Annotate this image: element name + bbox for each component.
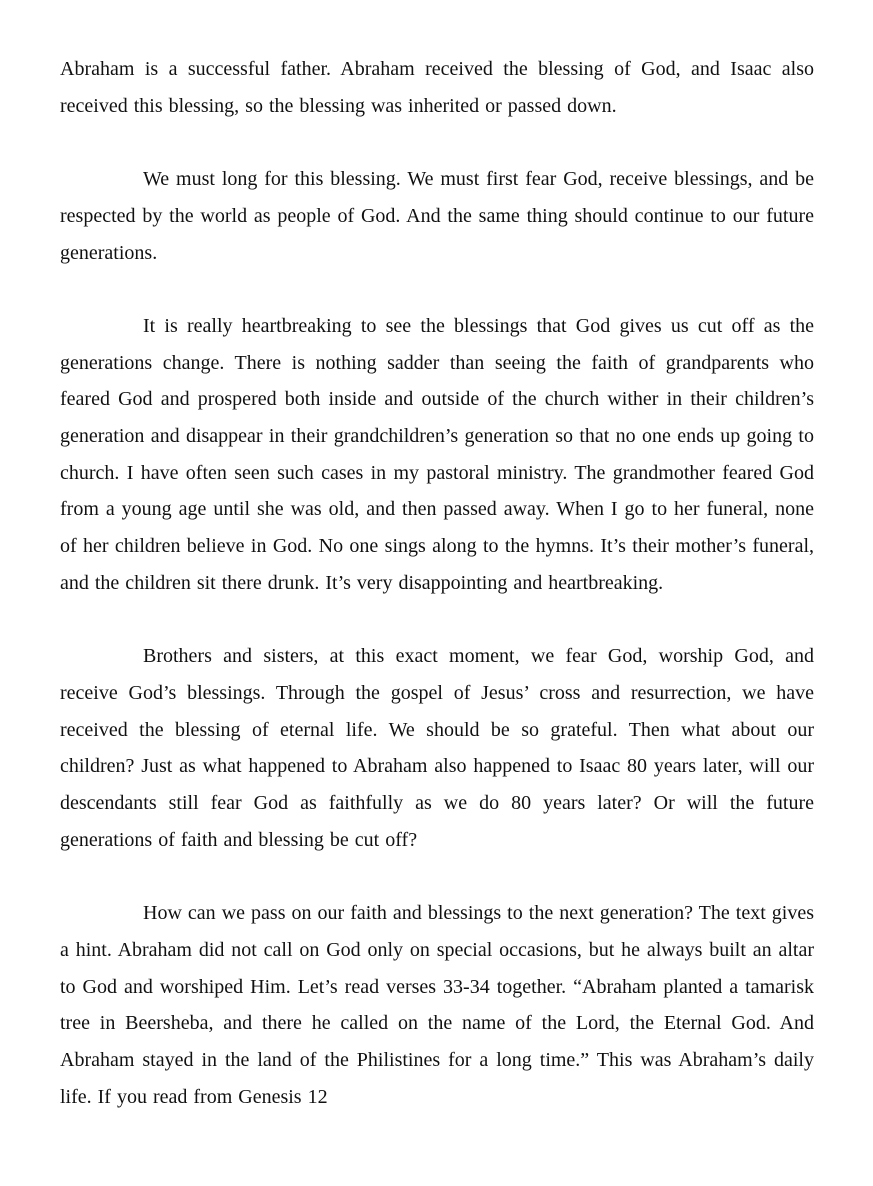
paragraph-5: How can we pass on our faith and blessings to the next generation? The text gives a hint. Abraham did not call on God only on special occasions, but he always built an altar to God and worshiped Him. Let’s read verses 33-34 together. “Abraham planted a tamarisk tree in Beersheba, and there he called on the name of the Lord, the Eternal God. And Abraham stayed in the land of the Philistines for a long time.” This was Abraham’s daily life. If you read from Genesis 12 bbox=[60, 902, 814, 1108]
document-page bbox=[60, 51, 814, 1115]
paragraph-1: Abraham is a successful father. Abraham received the blessing of God, and Isaac also received this blessing, so the blessing was inherited or passed down. bbox=[60, 58, 814, 117]
paragraph-3: It is really heartbreaking to see the blessings that God gives us cut off as the generations change. There is nothing sadder than seeing the faith of grandparents who feared God and prospered both inside and outside of the church wither in their children’s generation and disappear in their grandchildren’s generation so that no one ends up going to church. I have often seen such cases in my pastoral ministry. The grandmother feared God from a young age until she was old, and then passed away. When I go to her funeral, none of her children believe in God. No one sings along to the hymns. It’s their mother’s funeral, and the children sit there drunk. It’s very disappointing and heartbreaking. bbox=[60, 314, 814, 594]
paragraph-4: Brothers and sisters, at this exact moment, we fear God, worship God, and receive God’s blessings. Through the gospel of Jesus’ cross and resurrection, we have received the blessing of eternal life. We should be so grateful. Then what about our children? Just as what happened to Abraham also happened to Isaac 80 years later, will our descendants still fear God as faithfully as we do 80 years later? Or will the future generations of faith and blessing be cut off? bbox=[60, 645, 814, 851]
paragraph-2: We must long for this blessing. We must first fear God, receive blessings, and be respected by the world as people of God. And the same thing should continue to our future generations. bbox=[60, 168, 814, 264]
